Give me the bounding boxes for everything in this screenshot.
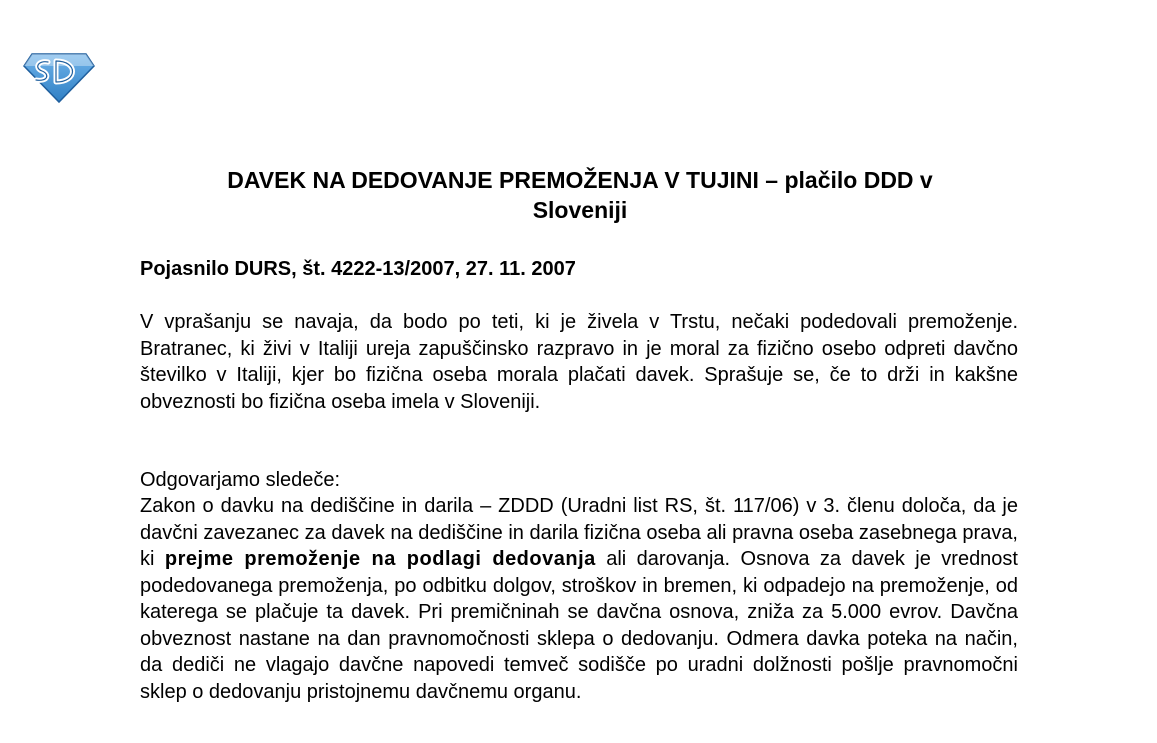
document-reference: Pojasnilo DURS, št. 4222-13/2007, 27. 11. 2007 [140, 258, 576, 280]
question-paragraph: V vprašanju se navaja, da bodo po teti, ki je živela v Trstu, nečaki podedovali premoženje. Bratranec, ki živi v Italiji ureja zapuščinsko razpravo in je moral za fizično osebo odpreti davčno številko v Italiji, kjer bo fizična oseba morala plačati davek. Sprašuje se, če to drži in kakšne obveznosti bo fizična oseba imela v Sloveniji. [140, 311, 1018, 413]
sd-diamond-logo-icon [22, 50, 96, 104]
document-title-line2: Sloveniji [532, 197, 628, 223]
answer-text-part1: Zakon o davku na dediščine in darila – ZDDD (Uradni list RS, št. 117/06) v 3. členu določa, da je davčni zavezanec za davek na dediščine in darila fizična oseba ali pravna oseba zasebnega prava, ki [140, 495, 1018, 570]
document-title-line1: DAVEK NA DEDOVANJE PREMOŽENJA V TUJINI – plačilo DDD v [227, 167, 933, 193]
answer-heading: Odgovarjamo sledeče: [140, 469, 341, 491]
document-title [140, 165, 1020, 225]
answer-paragraph [140, 493, 1018, 705]
answer-text-part2: ali darovanja. Osnova za davek je vrednost podedovanega premoženja, po odbitku dolgov, stroškov in bremen, ki odpadejo na premoženje, od katerega se plačuje ta davek. Pri premičninah se davčna osnova, zniža za 5.000 evrov. Davčna obveznost nastane na dan pravnomočnosti sklepa o dedovanju. Odmera davka poteka na način, da dediči ne vlagajo davčne napovedi temveč sodišče po uradni dolžnosti pošlje pravnomočni sklep o dedovanju pristojnemu davčnemu organu. [140, 548, 1018, 703]
answer-bold-text: prejme premoženje na podlagi dedovanja [164, 548, 596, 570]
